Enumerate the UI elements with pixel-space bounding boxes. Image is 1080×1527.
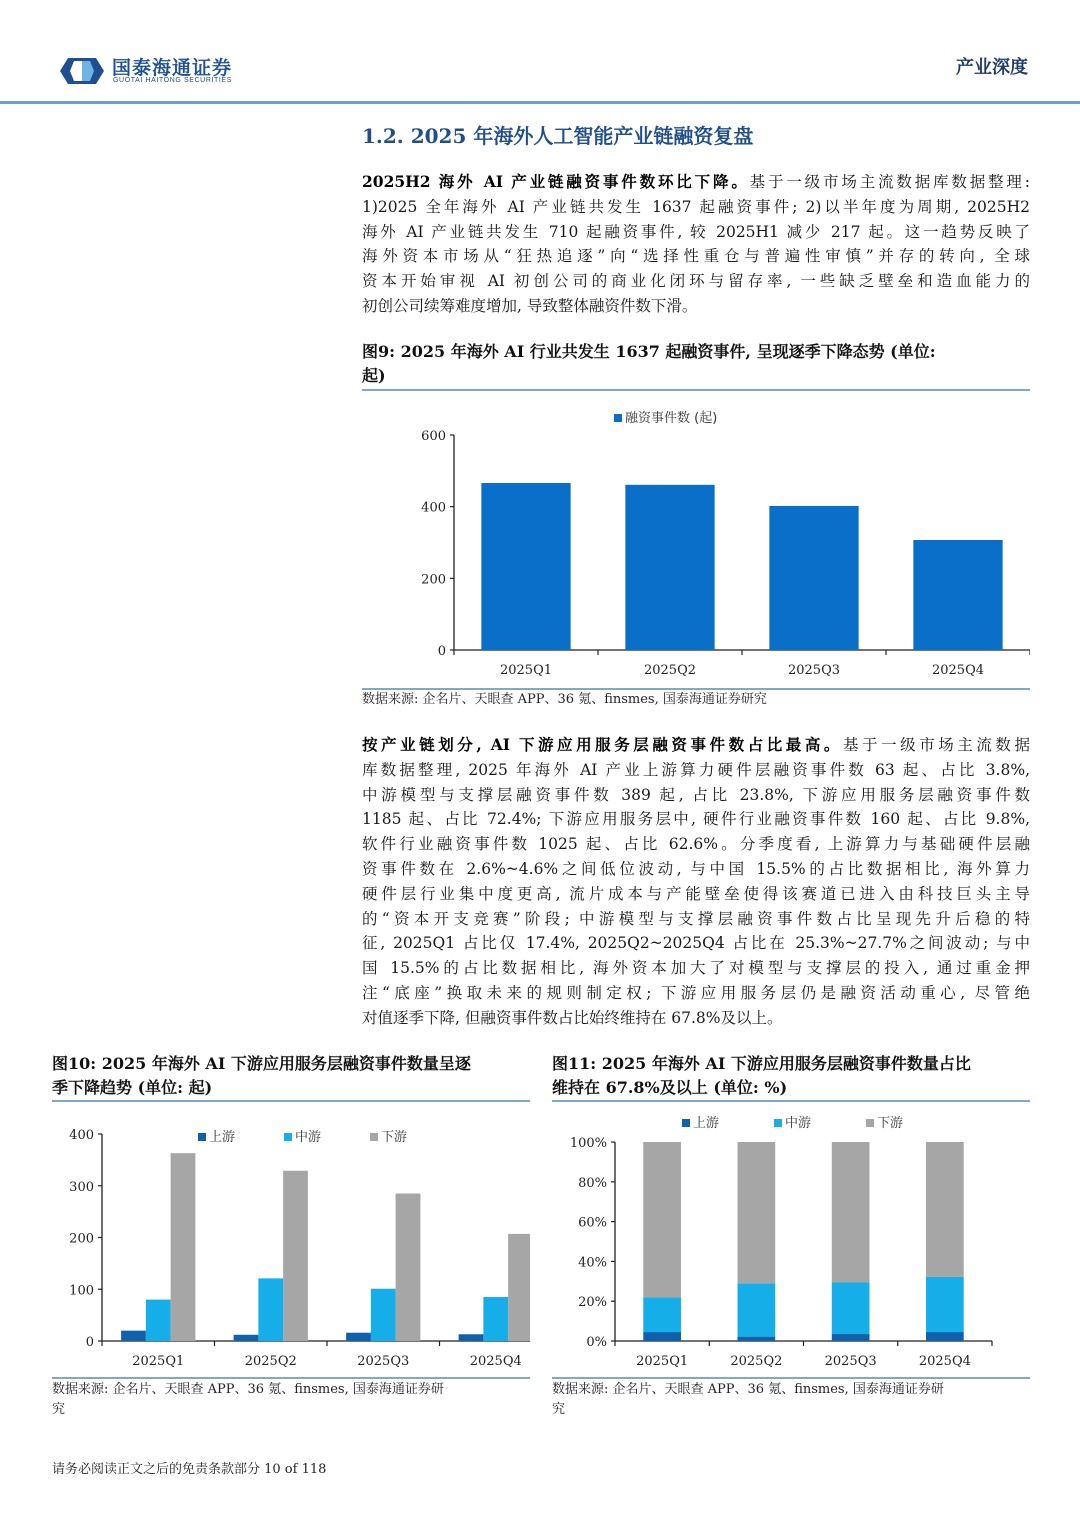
y-tick-label: 400 [69,1128,94,1143]
bar [508,1234,530,1341]
svg-text:上游: 上游 [693,1116,720,1131]
legend-swatch-icon [614,414,622,422]
paragraph-line: 1185 起、占比 72.4%; 下游应用服务层中, 硬件行业融资事件数 160 起、占比 9.8%, [362,810,1030,829]
paragraph-lead: 按产业链划分, AI 下游应用服务层融资事件数占比最高。 [362,735,843,754]
bar [121,1331,146,1341]
legend-item-3 [370,1130,407,1145]
y-tick-label: 200 [421,572,446,588]
company-logo [60,53,260,89]
page-header [0,0,1080,104]
legend-swatch-icon [682,1119,690,1127]
paragraph-line: 对值逐季下降, 但融资事件数占比始终维持在 67.8%及以上。 [362,1008,783,1027]
figure11-title: 图11: 2025 年海外 AI 下游应用服务层融资事件数量占比 维持在 67.8%及以上 (单位: %) [552,1054,971,1097]
svg-text:中游: 中游 [785,1116,812,1131]
legend-item-2 [774,1115,811,1131]
svg-text:上游: 上游 [209,1130,236,1145]
bar-segment [926,1277,964,1332]
paragraph-overview [362,170,1030,319]
bar-segment [738,1337,776,1341]
bar [913,540,1002,650]
figure10-title-rule [52,1100,530,1102]
bar [258,1278,283,1341]
logo-english-name: GUOTAI HAITONG SECURITIES [113,77,232,84]
paragraph-line: 1)2025 全年海外 AI 产业链共发生 1637 起融资事件; 2)以半年度为周期, 2025H2 [362,197,1030,216]
legend-swatch-icon [774,1119,782,1127]
legend-swatch-icon [866,1119,874,1127]
bar-segment [926,1332,964,1341]
y-tick-label: 60% [578,1215,607,1231]
x-tick-label: 2025Q4 [931,663,985,678]
legend-item-3 [866,1116,903,1131]
bar-segment [643,1297,681,1332]
paragraph-lead: 2025H2 海外 AI 产业链融资事件数环比下降。 [362,172,750,191]
paragraph-line: 征, 2025Q1 占比仅 17.4%, 2025Q2~2025Q4 占比在 25.3%~27.7%之间波动; 与中 [362,934,1030,953]
logo-chinese-name: 国泰海通证券 [112,57,233,79]
x-tick-label: 2025Q3 [824,1354,877,1369]
y-tick-label: 0% [586,1335,607,1350]
x-tick-label: 2025Q3 [787,663,841,678]
x-tick-label: 2025Q1 [132,1354,185,1369]
y-tick-label: 100 [69,1283,94,1299]
bar-segment [643,1332,681,1341]
paragraph-line: 资事件数在 2.6%~4.6%之间低位波动, 与中国 15.5%的占比数据相比, 海外算力 [362,859,1030,878]
y-tick-label: 100% [569,1136,607,1151]
paragraph-line: 库数据整理, 2025 年海外 AI 产业上游算力硬件层融资事件数 63 起、占比 3.8%, [362,760,1030,779]
svg-text:下游: 下游 [381,1130,408,1145]
bar [346,1333,371,1341]
y-tick-label: 600 [421,429,446,444]
bar [625,485,714,650]
section-title: 1.2. 2025 年海外人工智能产业链融资复盘 [362,124,754,148]
paragraph-line: 硬件层行业集中度更高, 流片成本与产能壁垒使得该赛道已进入由科技巨头主导 [362,884,1030,903]
x-tick-label: 2025Q2 [730,1354,783,1369]
x-tick-label: 2025Q4 [469,1354,522,1369]
figure9-title: 图9: 2025 年海外 AI 行业共发生 1637 起融资事件, 呈现逐季下降态势 (单位: 起) [362,342,936,385]
figure11-stacked-bar-chart [552,1108,1030,1377]
paragraph-line: 注“底座”换取未来的规则制定权; 下游应用服务层仍是融资活动重心, 尽管绝 [362,983,1030,1002]
header-divider [0,101,1080,104]
bar [171,1153,196,1341]
bar-segment [738,1142,776,1283]
paragraph-line: 资本开始审视 AI 初创公司的商业化闭环与留存率, 一些缺乏壁垒和造血能力的 [362,272,1030,291]
y-tick-label: 40% [578,1255,607,1271]
paragraph-line: 2025H2 海外 AI 产业链融资事件数环比下降。基于一级市场主流数据库数据整理: [362,172,1030,191]
bar-segment [832,1142,870,1282]
figure10-title: 图10: 2025 年海外 AI 下游应用服务层融资事件数量呈逐 季下降趋势 (单位: 起) [52,1054,471,1097]
bar-segment [832,1334,870,1341]
y-tick-label: 20% [578,1295,607,1311]
figure10-grouped-bar-chart [52,1112,530,1377]
legend-swatch-icon [370,1133,378,1141]
figure9-title-rule [362,389,1030,391]
paragraph-line: 的“资本开支竞赛”阶段; 中游模型与支撑层融资事件数占比呈现先升后稳的特 [362,909,1030,928]
bar [481,483,570,650]
bar-segment [643,1142,681,1297]
svg-text:中游: 中游 [295,1130,322,1145]
paragraph-line: 中游模型与支撑层融资事件数 389 起, 占比 23.8%, 下游应用服务层融资事件数 [362,785,1030,804]
bar [483,1297,508,1341]
paragraph-line: 按产业链划分, AI 下游应用服务层融资事件数占比最高。基于一级市场主流数据 [362,735,1030,754]
footer-disclaimer: 请务必阅读正文之后的免责条款部分 10 of 118 [52,1462,327,1477]
legend-item-1 [682,1116,719,1131]
figure11-source: 数据来源: 企名片、天眼查 APP、36 氪、finsmes, 国泰海通证券研 究 [552,1382,944,1417]
legend-swatch-icon [198,1133,206,1141]
bar [146,1300,171,1341]
figure11-title-rule [552,1100,1030,1102]
paragraph-industry-chain [362,733,1030,1031]
figure10-source: 数据来源: 企名片、天眼查 APP、36 氪、finsmes, 国泰海通证券研 究 [52,1382,444,1417]
bar-segment [926,1142,964,1277]
paragraph-line: 初创公司续筹难度增加, 导致整体融资件数下滑。 [362,296,698,315]
svg-text:下游: 下游 [877,1116,904,1131]
figure11-source-rule [552,1377,1030,1379]
legend-item-1 [614,410,717,426]
x-tick-label: 2025Q1 [636,1354,689,1369]
bar [769,506,858,650]
bar [371,1289,396,1341]
bar [459,1334,484,1341]
bar [234,1335,259,1341]
y-tick-label: 300 [69,1179,94,1195]
y-tick-label: 0 [437,644,446,659]
y-tick-label: 0 [85,1335,94,1350]
x-tick-label: 2025Q2 [244,1354,297,1369]
paragraph-line: 海外资本市场从“狂热追逐”向“选择性重仓与普遍性审慎”并存的转向, 全球 [362,247,1030,266]
bar-segment [738,1283,776,1336]
figure9-source: 数据来源: 企名片、天眼查 APP、36 氪、finsmes, 国泰海通证券研究 [362,692,767,707]
paragraph-line: 海外 AI 产业链共发生 710 起融资事件, 较 2025H1 减少 217 起。这一趋势反映了 [362,222,1030,241]
y-tick-label: 80% [578,1175,607,1191]
x-tick-label: 2025Q1 [499,663,553,678]
bar [396,1194,421,1341]
figure9-bar-chart [362,400,1030,688]
paragraph-line: 国 15.5%的占比数据相比, 海外资本加大了对模型与支撑层的投入, 通过重金押 [362,959,1030,978]
bar [283,1171,308,1341]
bar-segment [832,1282,870,1334]
y-tick-label: 400 [421,500,446,516]
x-tick-label: 2025Q3 [357,1354,410,1369]
paragraph-line: 软件行业融资事件数 1025 起、占比 62.6%。分季度看, 上游算力与基础硬件层融 [362,835,1030,854]
legend-swatch-icon [284,1133,292,1141]
figure10-source-rule [52,1377,530,1379]
report-type-label: 产业深度 [956,57,1028,78]
logo-emblem-icon [60,56,104,86]
y-tick-label: 200 [69,1231,94,1247]
legend-item-2 [284,1129,321,1145]
x-tick-label: 2025Q2 [643,663,697,678]
x-tick-label: 2025Q4 [918,1354,971,1369]
legend-item-1 [198,1130,235,1145]
svg-text:融资事件数 (起): 融资事件数 (起) [625,411,718,426]
